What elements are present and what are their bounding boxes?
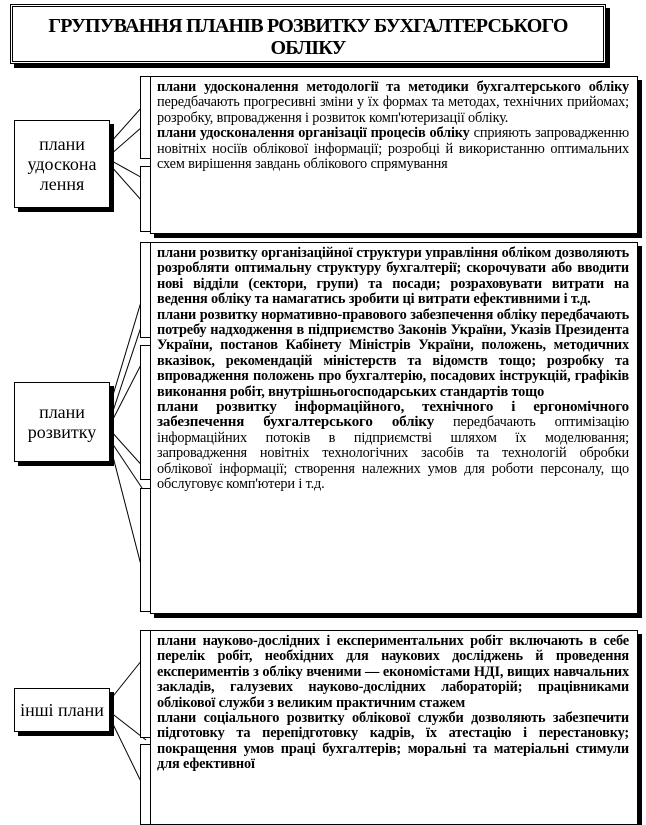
plan-item <box>157 126 629 172</box>
plan-item-body: дозволяють розробляти оптимальну структуру бухгалтерії; скорочувати або вводити нові відділи (сектори, групи) та посади; розраховувати витрати на ведення обліку та намагатись зробити ці витрати ефективними і т.д. <box>157 245 629 308</box>
bracket-marker <box>140 488 150 612</box>
plan-item-heading: плани удосконалення організації процесів обліку <box>157 125 470 142</box>
description-frame-other <box>150 630 638 825</box>
plan-item-body: передбачають прогресивні зміни у їх формах та методах, технічних прийомах; розробку, впровадження і розвиток комп'ютеризації обліку. <box>157 94 629 126</box>
plan-item <box>157 711 629 773</box>
plan-item-heading: плани соціального розвитку облікової служби <box>157 710 464 727</box>
plan-item-heading: плани розвитку інформаційного, технічного і ергономічного забезпечення бухгалтерського обліку <box>157 399 629 431</box>
category-label: інші плани <box>20 700 104 720</box>
plan-item-heading: плани удосконалення методології та методики бухгалтерського обліку <box>157 79 629 95</box>
category-label: плани розвитку <box>27 402 97 442</box>
bracket-marker <box>140 345 150 480</box>
description-frame-development <box>150 242 638 614</box>
bracket-marker <box>140 76 150 159</box>
plan-item-heading: плани науково-дослідних і експериментальних робіт <box>157 633 503 649</box>
plan-item-heading: плани розвитку організаційної структури управління обліком <box>157 245 552 261</box>
category-label: плани удоскона лення <box>27 134 97 194</box>
bracket-marker <box>140 242 150 338</box>
category-box-other <box>14 688 110 732</box>
plan-item <box>157 246 629 308</box>
plan-item <box>157 80 629 126</box>
plan-item-body: сприяють запровадженню новітніх носіїв облікової інформації; розробці й використанню оптимальних схем вирішення завдань облікового спрямування <box>157 125 629 173</box>
plan-item <box>157 400 629 492</box>
plan-item <box>157 308 629 400</box>
diagram-title-box <box>10 4 606 64</box>
bracket-marker <box>140 166 150 232</box>
diagram-title: ГРУПУВАННЯ ПЛАНІВ РОЗВИТКУ БУХГАЛТЕРСЬКОГО ОБЛІКУ <box>48 15 568 59</box>
plan-item-body: дозволяють забезпечити підготовку та перепідготовку кадрів, їх атестацію і перестановку; покращення умов праці бухгалтерів; моральні та матеріальні стимули для ефективної <box>157 710 629 773</box>
plan-item-body: включають в себе перелік робіт, необхідних для наукових досліджень й проведення експериментів з обліку вченими — економістами НДІ, вищих навчальних закладів, галузевих науково-дослідних лабораторій; працівниками облікової служби з великим практичним стажем <box>157 633 629 711</box>
bracket-marker <box>140 744 150 825</box>
plan-item <box>157 634 629 711</box>
category-box-improvement <box>14 120 110 208</box>
category-box-development <box>14 382 110 462</box>
plan-item-body: передбачають оптимізацію інформаційних потоків в підприємстві шляхом їх моделювання; запровадження новітніх технологічних засобів та технологій обробки облікової інформації; створення належних умов для роботи персоналу, що обслуговує комп'ютери і т.д. <box>157 414 629 493</box>
bracket-marker <box>140 630 150 738</box>
plan-item-body: передбачають потребу надходження в підприємство Законів України, Указів Президента України, постанов Кабінету Міністрів України, положень, методичних вказівок, рекомендацій міністерств та відомств тощо; розробку та впровадження положень про бухгалтерію, посадових інструкцій, графіків виконання робіт, внутрішньогосподарських стандартів тощо <box>157 306 629 400</box>
description-frame-improvement <box>150 76 638 234</box>
plan-item-heading: плани розвитку нормативно-правового забезпечення обліку <box>157 306 538 323</box>
